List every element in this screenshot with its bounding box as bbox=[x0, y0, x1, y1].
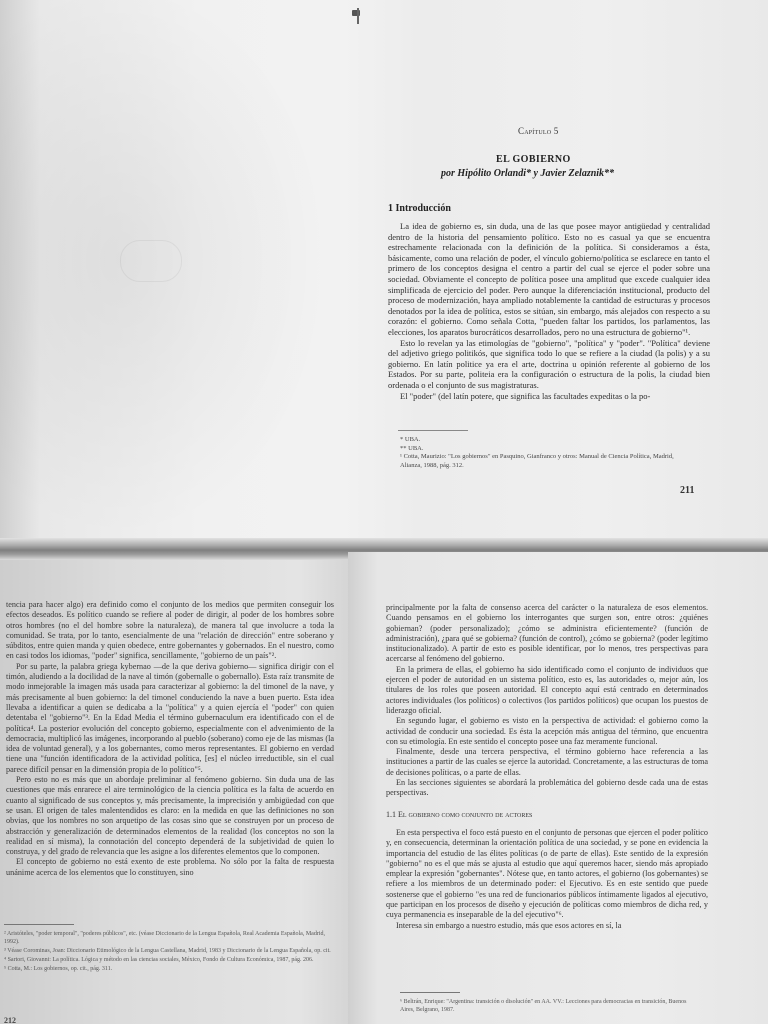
subsection-heading: 1.1 El gobierno como conjunto de actores bbox=[386, 810, 533, 819]
paragraph: Por su parte, la palabra griega kybernao —de la que deriva gobierno— significa dirigir con el timón, aludiendo a la docilidad de la nave al timón (gobernalle o gobernallo). Esta raíz transmite de modo inmejorable la imagen más usada para caracterizar al gobierno: la del timonel de la nave, y más precisamente al buen gobierno: la del timonel conduciendo la nave a buen puerto. Esta idea llevaba a identificar a quien se dedicaba a la "política" y a quien ejercía el "poder" con quien detentaba el "gobierno"³. En la Edad Media el término gubernaculum era identificado con el de política⁴. La posterior evolución del concepto gobierno, especialmente con el advenimiento de la democracia, multiplicó las imágenes, incorporando al pueblo (soberano) como eje de las mismas (la idea de voluntad general), y a los gobernantes, como meros representantes. El gobierno en verdad tiene una "función identificadora de la actividad política, [es] el núcleo irreductible, sin el cual parece difícil pensar en la dimensión propia de lo político"⁵. bbox=[6, 661, 334, 774]
chapter-title: EL GOBIERNO bbox=[496, 154, 571, 165]
footnote: * UBA. bbox=[400, 436, 421, 443]
scan-mark bbox=[357, 8, 359, 24]
section-heading: 1 Introducción bbox=[388, 203, 451, 214]
paragraph: El concepto de gobierno no está exento de este problema. No sólo por la falta de respuesta unánime acerca de los elementos que lo constituyen, sino bbox=[6, 857, 334, 877]
paragraph: Finalmente, desde una tercera perspectiva, el término gobierno hace referencia a las instituciones a partir de las cuales se ejerce la autoridad. Concretamente, a las estructuras de toma de decisiones políticas, o a parte de ellas. bbox=[386, 747, 708, 777]
footnote: ⁶ Beltrán, Enrique: "Argentina: transición o disolución" en AA. VV.: Lecciones para democracias en transición, Buenos Aires, Belgrano, 1987. bbox=[400, 999, 687, 1013]
paragraph: Interesa sin embargo a nuestro estudio, más que esos actores en sí, la bbox=[396, 920, 622, 930]
page-number: 212 bbox=[4, 1016, 16, 1024]
paragraph: tencia para hacer algo) era definido como el conjunto de los medios que permiten conseguir los efectos deseados. Es político cuando se refiere al poder de dirigir, al poder de los hombres sobre otros hombres (no el del hombre sobre la naturaleza), de manera tal que involucre a toda la comunidad. Se trata, por lo tanto, esencialmente de una "relación de dirección" entre soberano y súbditos, entre quien manda y quien obedece, entre gobernantes y gobernados. En el nuestro, como en casi todos los idiomas, "poder" significa, sencillamente, "gobierno de un país"². bbox=[6, 600, 334, 661]
footnote: ¹ Cotta, Maurizio: "Los gobiernos" en Pasquino, Gianfranco y otros: Manual de Ciencia Política, Madrid, Alianza, 1988, pág. 312. bbox=[400, 453, 674, 469]
footnotes bbox=[400, 436, 690, 470]
body-text bbox=[386, 828, 708, 931]
paragraph: En las secciones siguientes se abordará la problemática del gobierno desde cada una de estas perspectivas. bbox=[386, 778, 708, 798]
paragraph: principalmente por la falta de consenso acerca del carácter o la naturaleza de esos elementos. Cuando pensamos en el gobierno los interrogantes que surgen son, entre otros: ¿quiénes gobiernan? (poder personalizado); ¿cómo se administra eficientemente? (función de administración), ¿para qué se gobierna? (función de control), ¿cómo se gobierna? (poder legítimo institucionalizado). A partir de esto es posible identificar, por lo menos, tres perspectivas para acercarse al fenómeno del gobierno. bbox=[386, 603, 708, 664]
footnote: ** UBA. bbox=[400, 444, 424, 452]
body-text bbox=[6, 600, 334, 878]
paragraph: En segundo lugar, el gobierno es visto en la perspectiva de actividad: el gobierno como la actividad de conducir una sociedad. Es ésta la acepción más antigua del término, que encuentra con su etimología. En este sentido el concepto posee una faz meramente funcional. bbox=[386, 716, 708, 746]
page-213 bbox=[348, 552, 768, 1024]
footnote: ² Aristóteles, "poder temporal", "poderes públicos", etc. (véase Diccionario de la Lengua Española, Real Academia Española, Madrid, 1992). bbox=[4, 931, 325, 945]
paragraph: Esto lo revelan ya las etimologías de "gobierno", "política" y "poder". "Política" deviene del adjetivo griego politikós, que significa todo lo que se refiere a la ciudad (la polis) y a su gobierno. En latín politice ya era el arte, doctrina u opinión referente al gobierno de los Estados. Por su parte, politeia era la configuración o estructura de la polis, la ciudad bien ordenada o el conjunto de sus magistraturas. bbox=[388, 337, 710, 390]
paragraph: Pero esto no es más que un abordaje preliminar al fenómeno gobierno. Sin duda una de las cuestiones que más enrarece el aire terminológico de la ciencia política es la falta de acuerdo en cuanto al significado de sus conceptos y, más precisamente, la imprecisión y ambigüedad con que se usan. El origen de tales malentendidos es claro: en la medida en que las definiciones no son obvias, que los nombres no son arquetipo de las cosas sino que se construyen por un proceso de abstracción y generalización de determinados elementos de la realidad (los conceptos no son la realidad en sí misma), la connotación del concepto dependerá de la subjetividad de quien lo construya, y del grado de relevancia que les asigne a los diferentes elementos que lo componen. bbox=[6, 775, 334, 857]
page-number: 211 bbox=[680, 485, 695, 496]
authors-byline: por Hipólito Orlandi* y Javier Zelaznik** bbox=[441, 168, 615, 179]
footnote: ⁴ Sartori, Giovanni: La política. Lógica y método en las ciencias sociales, México, Fondo de Cultura Económica, 1987, pág. 206. bbox=[4, 957, 314, 963]
paragraph: El "poder" (del latín potere, que significa las facultades expeditas o la po- bbox=[400, 390, 651, 401]
footnote: ³ Véase Corominas, Joan: Diccionario Etimológico de la Lengua Castellana, Madrid, 1983 y Diccionario de la Lengua Española, op. cit. bbox=[4, 948, 331, 954]
footnote-rule bbox=[398, 430, 468, 431]
footnote-rule bbox=[4, 924, 74, 925]
footnote-rule bbox=[400, 992, 460, 993]
page-212 bbox=[0, 560, 358, 1024]
chapter-label: Capítulo 5 bbox=[518, 126, 559, 136]
paragraph: En la primera de ellas, el gobierno ha sido identificado como el conjunto de individuos que ejercen el poder de autoridad en un sistema político, esto es, las autoridades o, mejor aún, los titulares de los roles que poseen autoridad. El concepto aquí está centrado en determinados actores individuales (los políticos) o colectivos (los partidos políticos) que ocupan los puestos de liderazgo oficial. bbox=[386, 664, 708, 715]
body-text bbox=[386, 603, 708, 799]
footnotes bbox=[4, 930, 334, 974]
footnote: ⁵ Cotta, M.: Los gobiernos, op. cit., pág. 311. bbox=[4, 966, 113, 972]
footnotes bbox=[400, 998, 700, 1014]
paragraph: La idea de gobierno es, sin duda, una de las que posee mayor antigüedad y centralidad dentro de la historia del pensamiento político. Esto no es casual ya que se encuentra estrechamente relacionada con la definición de la política. Si consideramos a ésta, básicamente, como una relación de poder, el vínculo gobierno/política se esclarece en tanto el primero de los conceptos designa el centro a partir del cual se ejerce el poder sobre una sociedad. Obviamente el concepto de política posee una amplitud que excede cualquier idea simplificada de ejercicio del poder. Pero aunque la diferenciación institucional, producto del proceso de modernización, haya ampliado notablemente la cantidad de estructuras y procesos denotados por la idea de política, estos se sitúan, sin embargo, más alejados con respecto a su corazón: el gobierno. Como señala Cotta, "pueden faltar los partidos, los parlamentos, las elecciones, los aparatos burocráticos desarrollados, pero no una estructura de gobierno"¹. bbox=[388, 221, 710, 337]
body-text bbox=[388, 221, 710, 401]
paragraph: En esta perspectiva el foco está puesto en el conjunto de personas que ejercen el poder político y, en consecuencia, determinan la orientación política de una sociedad, y se pone en evidencia la importancia del estudio de las élites políticas (o de parte de ellas). Este sentido de la expresión "gobierno" no es el que más se ajusta al estudio que aquí queremos hacer, siendo más apropiado emplear la expresión "gobernantes". Nótese que, en tanto actores, el gobierno (los gobernantes) se refiere a los miembros de un determinado poder: el Ejecutivo. Es en este sentido que puede sostenerse que el gobierno "es una red de funcionarios públicos íntimamente ligados al ejecutivo, que participan en los procesos de diseño y ejecución de políticas como miembros de dicha red, y cuya permanencia es inseparable de la del ejecutivo"⁶. bbox=[386, 828, 708, 920]
bleed-through-mark bbox=[120, 240, 182, 282]
